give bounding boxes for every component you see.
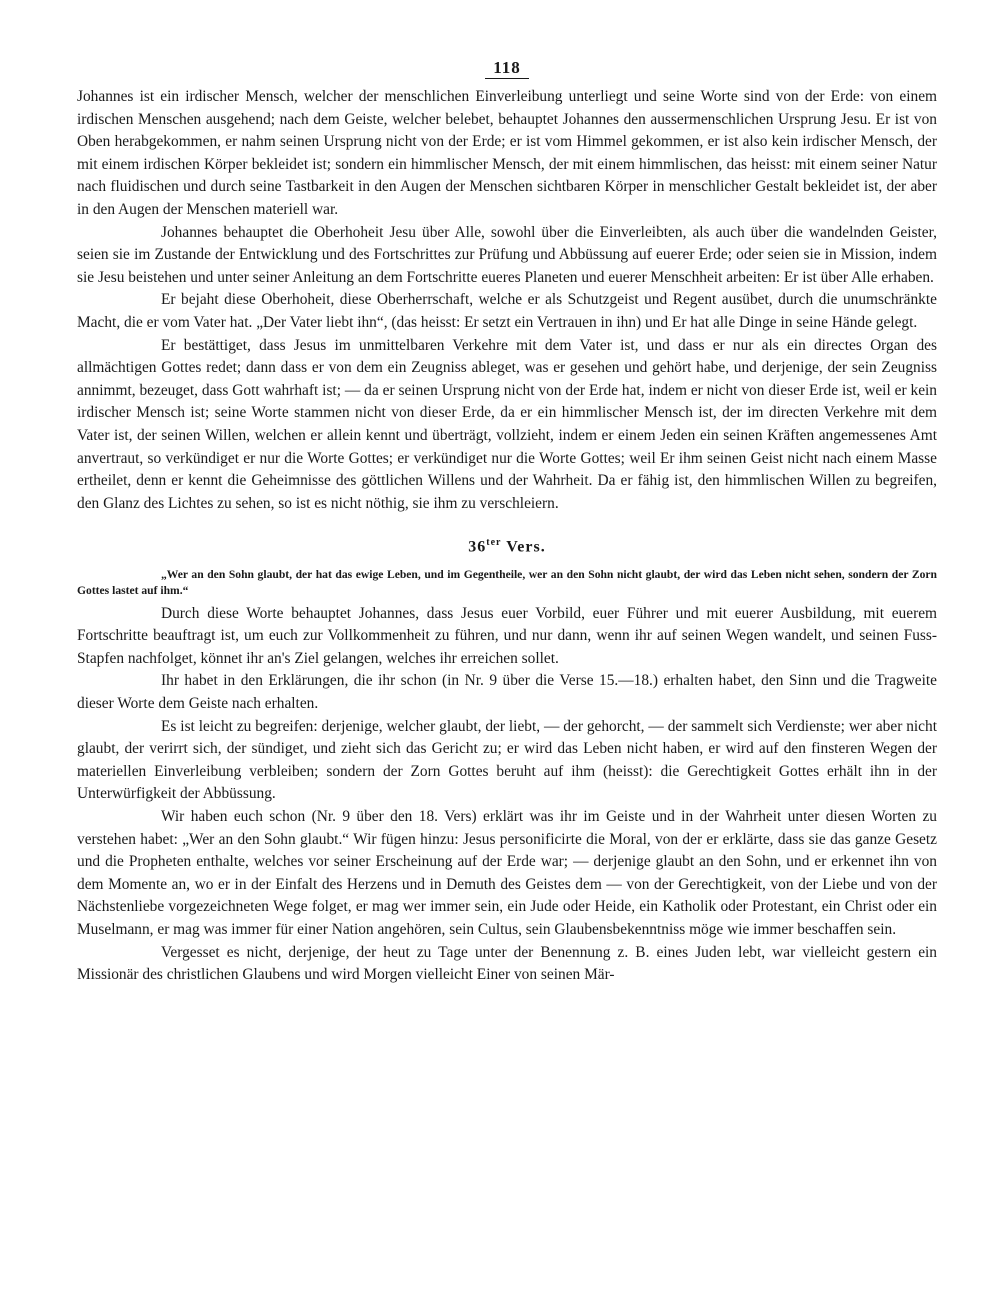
paragraph-explanations: Ihr habet in den Erklärungen, die ihr schon (in Nr. 9 über die Verse 15.—18.) erhalten habet, den Sinn und die Tragweite dieser Worte dem Geiste nach erhalten. [77,672,937,712]
paragraph-jesus-model: Durch diese Worte behauptet Johannes, dass Jesus euer Vorbild, euer Führer und mit euerer Ausbildung, mit euerem Fortschritte beauftragt ist, um euch zur Vollkommenheit zu führen, und nur dann, wenn ihr auf seinen Wegen wandelt, und seinen Fuss-Stapfen nachfolget, könnet ihr an's Ziel gelangen, welches ihr erreichen sollet. [77,604,937,667]
paragraph-confirmation: Er bestättiget, dass Jesus im unmittelbaren Verkehre mit dem Vater ist, und dass er nur als ein directes Organ des allmächtigen Gottes redet; dann dass er von dem ein Zeugniss ableget, was er gesehen und gehört habe, und derjenige, der sein Zeugniss annimmt, bezeuget, dass Gott wahrhaft ist; — da er seinen Ursprung nicht von der Erde hat, indem er nicht von dieser Erde ist, weil er kein irdischer Mensch ist; seine Worte stammen nicht von dieser Erde, da er ein himmlischer Mensch ist, der im directen Verkehre mit dem Vater ist, der seinen Willen, welchen er allein kennt und überträgt, vollzieht, indem er einem Jeden ein seinen Kräften angemessenes Amt anvertraut, so verkündiget er nur die Worte Gottes; er verkündiget nur die Worte Gottes; weil Er ihm seinen Geist nicht nach einem Masse ertheilet, denn er kennt die Geheimnisse des göttlichen Willens und der Wahrheit. Da er fähig ist, den himmlischen Willen zu begreifen, den Glanz des Lichtes zu sehen, so ist es nicht nöthig, sie ihm zu verschleiern. [77,336,937,512]
verse-quote: „Wer an den Sohn glaubt, der hat das ewige Leben, und im Gegentheile, wer an den Sohn nicht glaubt, der wird das Leben nicht sehen, sondern der Zorn Gottes lastet auf ihm.“ [77,567,937,597]
paragraph-affirmation: Er bejaht diese Oberhoheit, diese Oberherrschaft, welche er als Schutzgeist und Regent ausübet, durch die unumschränkte Macht, die er vom Vater hat. „Der Vater liebt ihn“, (das heisst: Er setzt ein Vertrauen in ihn) und Er hat alle Dinge in seine Hände gelegt. [77,291,937,331]
document-page [77,58,937,987]
paragraph-moral: Wir haben euch schon (Nr. 9 über den 18. Vers) erklärt was ihr im Geiste und in der Wahrheit unter diesen Worten zu verstehen habet: „Wer an den Sohn glaubt.“ Wir fügen hinzu: Jesus personificirte die Moral, von der er erklärte, dass sie das ganze Gesetz und die Propheten enthalte, welches vor seiner Erscheinung auf der Erde war; — derjenige glaubt an den Sohn, und er erkennet ihn von dem Momente an, wo er in der Einfalt des Herzens und in Demuth des Geistes dem — von der Gerechtigkeit, von der Liebe und von der Nächstenliebe vorgezeichneten Wege folget, er mag wer immer sein, ein Jude oder Heide, ein Katholik oder Protestant, ein Christ oder ein Muselmann, er mag was immer für einer Nation angehören, sein Cultus, sein Glaubensbekenntniss möge wie immer beschaffen sein. [77,807,937,938]
verse-heading-word: Vers. [506,538,546,556]
verse-heading [77,537,937,556]
verse-heading-suffix: ter [486,537,502,549]
page-number-text: 118 [485,58,529,79]
page-number [77,58,937,78]
paragraph-supremacy: Johannes behauptet die Oberhoheit Jesu über Alle, sowohl über die Einverleibten, als auch über die wandelnden Geister, seien sie im Zustande der Entwicklung und des Fortschrittes zur Prüfung und Abbüssung auf euerer Erde; oder seien sie in Mission, indem sie Jesu beistehen und unter seiner Anleitung an dem Fortschritte eueres Planeten und euerer Menschheit arbeiten: Er ist über Alle erhaben. [77,223,937,286]
paragraph-johannes-earthly: Johannes ist ein irdischer Mensch, welcher der menschlichen Einverleibung unterliegt und seine Worte sind von der Erde: von einem irdischen Menschen ausgehend; nach dem Geiste, welcher belebet, behauptet Johannes den aussermenschlichen Ursprung Jesu. Er ist von Oben herabgekommen, er nahm seinen Ursprung nicht von der Erde; er ist vom Himmel gekommen, er ist also kein irdischer Mensch, der mit einem irdischen Körper bekleidet ist; sondern ein himmlischer Mensch, der mit einem himmlischen, das heisst: mit einem seiner Natur nach fluidischen und durch seine Tastbarkeit in den Augen der Menschen sichtbaren Körper in menschlicher Gestalt bekleidet ist, der aber in den Augen der Menschen materiell war. [77,88,937,218]
verse-heading-number: 36 [468,538,487,556]
paragraph-believer: Es ist leicht zu begreifen: derjenige, welcher glaubt, der liebt, — der gehorcht, — der sammelt sich Verdienste; wer aber nicht glaubt, der verirrt sich, der sündiget, und zieht sich das Gericht zu; er wird das Leben nicht haben, er wird auf den finsteren Wegen der materiellen Einverleibung verbleiben; sondern der Zorn Gottes beruht auf ihm (heisst): die Gerechtigkeit Gottes erhält ihn in der Unterwürfigkeit der Abbüssung. [77,717,937,803]
paragraph-forget-not: Vergesset es nicht, derjenige, der heut zu Tage unter der Benennung z. B. eines Juden lebt, war vielleicht gestern ein Missionär des christlichen Glaubens und wird Morgen vielleicht Einer von seinen Mär- [77,943,937,984]
